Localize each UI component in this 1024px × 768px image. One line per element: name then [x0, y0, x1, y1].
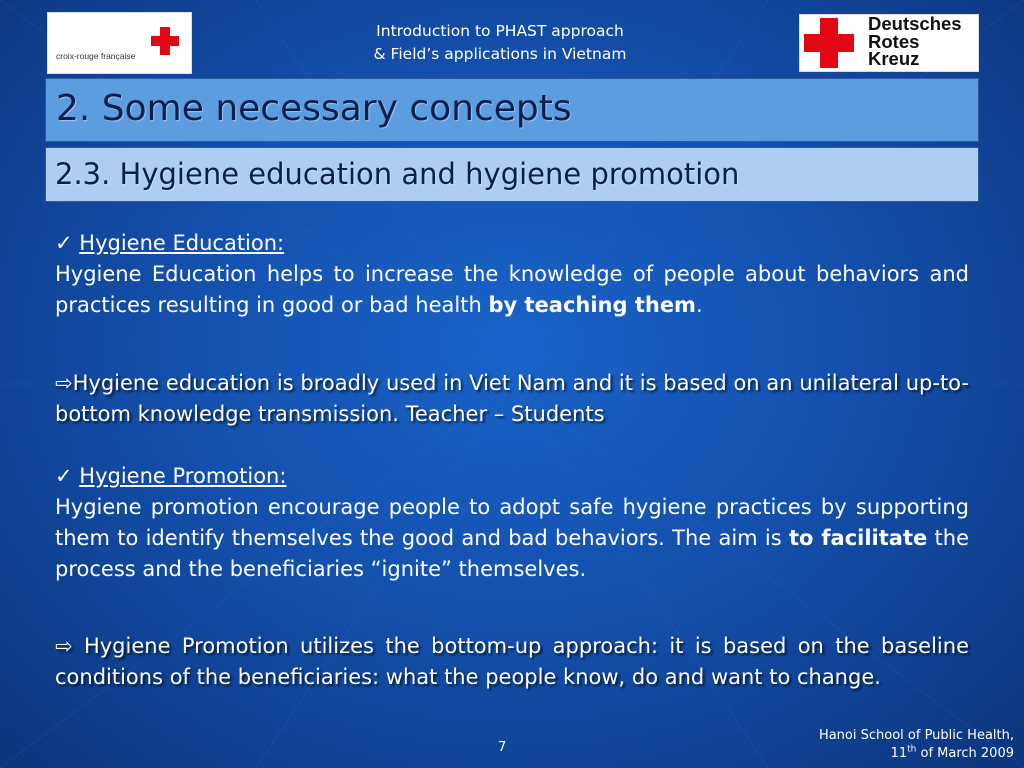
education-heading-line [55, 228, 969, 259]
education-heading: Hygiene Education: [79, 231, 285, 255]
slide-subtitle-box [45, 147, 979, 202]
footer-org: Hanoi School of Public Health, [818, 728, 1014, 743]
deutsches-rotes-kreuz-logo [799, 14, 979, 72]
arrow-right-icon: ⇨ [55, 371, 73, 395]
slide-title: 2. Some necessary concepts [56, 88, 572, 129]
drk-logo-line3: Kreuz [868, 48, 920, 69]
promotion-body-emphasis: to facilitate [789, 526, 928, 550]
arrow-right-icon: ⇨ [55, 634, 73, 658]
education-body-text: Hygiene Education helps to increase the knowledge of people about behaviors and practices resulting in good or bad health [55, 262, 969, 317]
education-body-emphasis: by teaching them [488, 293, 696, 317]
drk-logo-text [868, 15, 962, 68]
promotion-heading: Hygiene Promotion: [79, 464, 287, 488]
promotion-body-end: the process and the beneficiaries “ignite” themselves. [55, 526, 970, 581]
header-title-line2: & Field’s applications in Vietnam [373, 45, 627, 63]
education-body-end: . [695, 293, 703, 317]
footer-date-day: 11 [890, 746, 908, 761]
page-number: 7 [498, 740, 507, 755]
footer-credit [819, 727, 1014, 763]
slide-title-box [45, 78, 979, 142]
promotion-body [55, 492, 969, 585]
education-body [55, 259, 969, 321]
header-title-line1: Introduction to PHAST approach [376, 22, 624, 40]
footer-date-suffix: th [907, 744, 917, 755]
promotion-body-text: Hygiene promotion encourage people to adopt safe hygiene practices by supporting them to identify themselves the good and bad behaviors. The aim is [55, 495, 969, 550]
red-cross-icon [151, 27, 179, 55]
slide-subtitle: 2.3. Hygiene education and hygiene promotion [55, 157, 740, 191]
education-note [55, 368, 969, 430]
promotion-note-text: Hygiene Promotion utilizes the bottom-up approach: it is based on the baseline conditions of the beneficiaries: what the people know, do and want to change. [55, 634, 969, 689]
footer-date-rest: of March 2009 [916, 746, 1014, 761]
footer-date [819, 745, 1014, 763]
education-note-text: Hygiene education is broadly used in Viet Nam and it is based on an unilateral up-to-bottom knowledge transmission. Teacher – Students [55, 371, 969, 426]
drk-logo-line2: Rotes [868, 30, 920, 52]
red-cross-icon [804, 18, 854, 68]
checkmark-icon: ✓ [55, 464, 73, 488]
croix-rouge-logo-text: croix-rouge française [56, 51, 136, 61]
checkmark-icon: ✓ [55, 231, 73, 255]
promotion-note [55, 631, 969, 693]
header-title [300, 20, 700, 66]
promotion-heading-line [55, 461, 969, 492]
croix-rouge-logo [47, 12, 192, 74]
drk-logo-line1: Deutsches [868, 13, 962, 34]
